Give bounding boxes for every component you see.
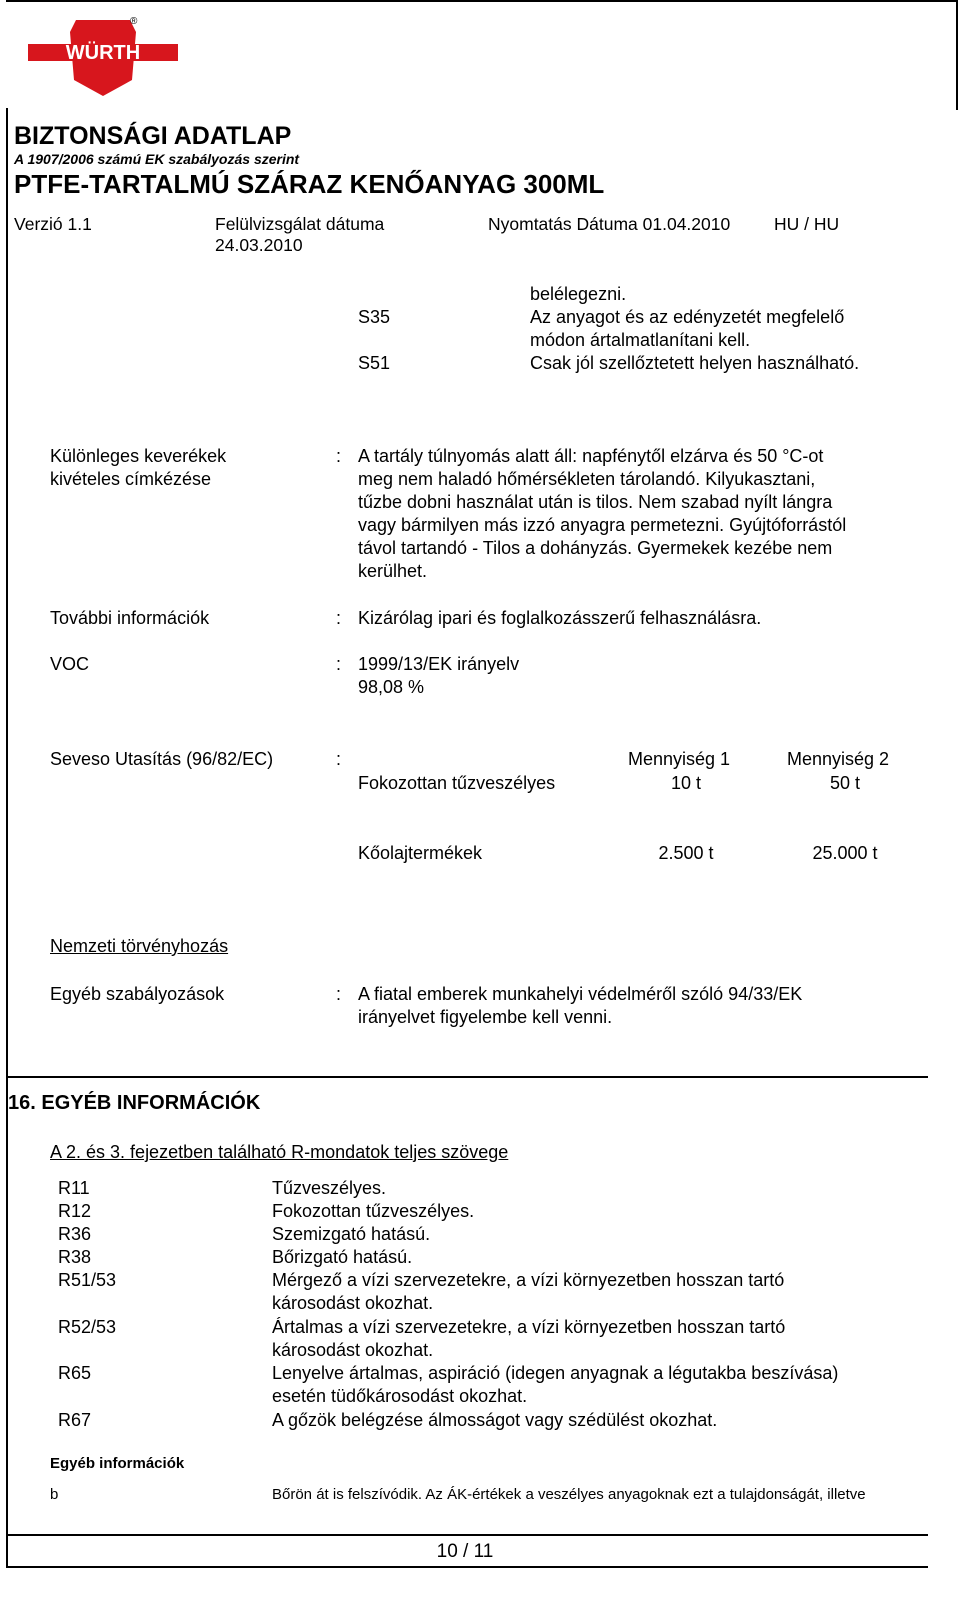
wurth-logo xyxy=(28,14,178,98)
voc-label: VOC xyxy=(50,654,90,674)
r-phrase-text: Lenyelve ártalmas, aspiráció (idegen anyagnak a légutakba beszívása) xyxy=(272,1363,839,1383)
r-phrase-text: Bőrizgató hatású. xyxy=(272,1247,413,1267)
r-phrase-code: R11 xyxy=(58,1178,90,1198)
r-phrase-text: Fokozottan tűzveszélyes. xyxy=(272,1201,475,1221)
other-regulations-label: Egyéb szabályozások xyxy=(50,984,225,1004)
r-phrase-text: A gőzök belégzése álmosságot vagy szédülést okozhat. xyxy=(272,1410,718,1430)
s-phrase-code: S35 xyxy=(358,307,391,327)
footer-bottom-rule xyxy=(6,1566,928,1568)
r-phrase-code: R38 xyxy=(58,1247,92,1267)
further-info-label: További információk xyxy=(50,608,210,628)
footer-top-rule xyxy=(6,1534,928,1536)
document-title: BIZTONSÁGI ADATLAP xyxy=(14,122,292,150)
other-info-heading: Egyéb információk xyxy=(50,1455,185,1472)
seveso-q2: 25.000 t xyxy=(812,843,878,863)
special-labelling-text: A tartály túlnyomás alatt áll: napfénytől elzárva és 50 °C-ot xyxy=(358,446,824,466)
review-label: Felülvizsgálat dátuma xyxy=(215,214,385,234)
special-labelling-text: meg nem haladó hőmérsékleten tárolandó. Kilyukasztani, xyxy=(358,469,816,489)
seveso-q2: 50 t xyxy=(829,773,861,793)
colon: : xyxy=(336,654,342,674)
review-date: 24.03.2010 xyxy=(215,235,303,255)
section-16-title: 16. EGYÉB INFORMÁCIÓK xyxy=(8,1092,261,1114)
special-labelling-label: Különleges keverékek xyxy=(50,446,227,466)
colon: : xyxy=(336,749,342,769)
product-name: PTFE-TARTALMÚ SZÁRAZ KENŐANYAG 300ML xyxy=(14,169,605,199)
seveso-label: Seveso Utasítás (96/82/EC) xyxy=(50,749,274,769)
special-labelling-label: kivételes címkézése xyxy=(50,469,212,489)
national-legislation-heading: Nemzeti törvényhozás xyxy=(50,936,229,956)
r-phrase-code: R12 xyxy=(58,1201,92,1221)
regulation-line: A 1907/2006 számú EK szabályozás szerint xyxy=(14,151,300,167)
seveso-col-header: Mennyiség 1 xyxy=(628,749,731,769)
voc-directive: 1999/13/EK irányelv xyxy=(358,654,520,674)
further-info-value: Kizárólag ipari és foglalkozásszerű felhasználásra. xyxy=(358,608,762,628)
seveso-row-name: Fokozottan tűzveszélyes xyxy=(358,773,556,793)
colon: : xyxy=(336,984,342,1004)
r-phrase-code: R36 xyxy=(58,1224,92,1244)
r-phrase-code: R65 xyxy=(58,1363,92,1383)
r-phrase-text: károsodást okozhat. xyxy=(272,1293,434,1313)
r-phrase-code: R52/53 xyxy=(58,1317,117,1337)
seveso-q1: 2.500 t xyxy=(658,843,714,863)
locale: HU / HU xyxy=(774,214,840,234)
colon: : xyxy=(336,608,342,628)
logo-text: WÜRTH xyxy=(65,42,141,64)
note-code: b xyxy=(50,1486,59,1503)
page-number: 10 / 11 xyxy=(436,1541,494,1562)
r-phrase-code: R51/53 xyxy=(58,1270,117,1290)
version: Verzió 1.1 xyxy=(14,214,92,234)
other-regulations-text: irányelvet figyelembe kell venni. xyxy=(358,1007,613,1027)
special-labelling-text: kerülhet. xyxy=(358,561,428,581)
note-text: Bőrön át is felszívódik. Az ÁK-értékek a veszélyes anyagoknak ezt a tulajdonságát, illetve xyxy=(272,1486,866,1503)
r-phrase-text: Tűzveszélyes. xyxy=(272,1178,387,1198)
colon: : xyxy=(336,446,342,466)
seveso-row-name: Kőolajtermékek xyxy=(358,843,483,863)
r-phrase-text: Ártalmas a vízi szervezetekre, a vízi környezetben hosszan tartó xyxy=(272,1317,786,1337)
special-labelling-text: tűzbe dobni használat után is tilos. Nem szabad nyílt lángra xyxy=(358,492,833,512)
s-phrase-continuation: belélegezni. xyxy=(530,284,627,304)
left-rule xyxy=(6,108,8,1568)
r-phrase-text: esetén tüdőkárosodást okozhat. xyxy=(272,1386,528,1406)
r-phrase-code: R67 xyxy=(58,1410,92,1430)
r-phrase-text: Szemizgató hatású. xyxy=(272,1224,431,1244)
seveso-q1: 10 t xyxy=(670,773,702,793)
s-phrase-text: Az anyagot és az edényzetét megfelelő xyxy=(530,307,845,327)
seveso-col-header: Mennyiség 2 xyxy=(787,749,890,769)
s-phrase-text: módon ártalmatlanítani kell. xyxy=(530,330,751,350)
r-phrases-subtitle: A 2. és 3. fejezetben található R-mondatok teljes szövege xyxy=(50,1142,509,1162)
s-phrase-code: S51 xyxy=(358,353,391,373)
voc-value: 98,08 % xyxy=(358,677,425,697)
special-labelling-text: vagy bármilyen más izzó anyagra permetezni. Gyújtóforrástól xyxy=(358,515,847,535)
other-regulations-text: A fiatal emberek munkahelyi védelméről szóló 94/33/EK xyxy=(358,984,803,1004)
r-phrase-text: károsodást okozhat. xyxy=(272,1340,434,1360)
s-phrase-text: Csak jól szellőztetett helyen használható. xyxy=(530,353,860,373)
r-phrase-text: Mérgező a vízi szervezetekre, a vízi környezetben hosszan tartó xyxy=(272,1270,785,1290)
print-date: Nyomtatás Dátuma 01.04.2010 xyxy=(488,214,731,234)
registered-mark: ® xyxy=(130,16,138,27)
section-divider xyxy=(6,1076,928,1078)
special-labelling-text: távol tartandó - Tilos a dohányzás. Gyermekek kezébe nem xyxy=(358,538,833,558)
